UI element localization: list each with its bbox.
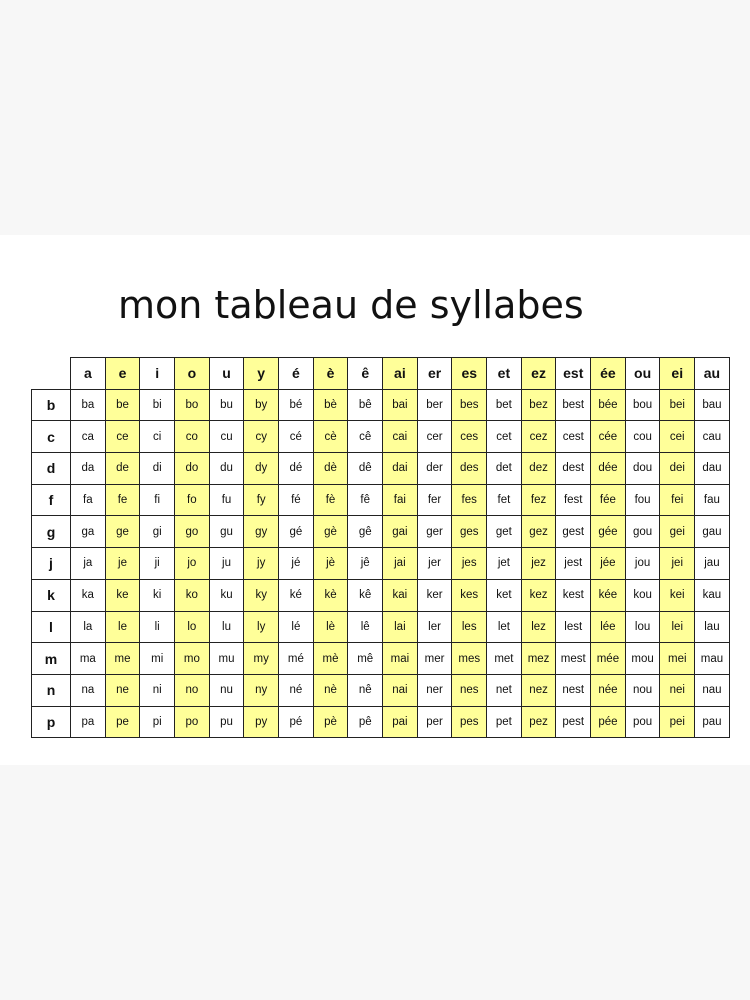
syllable-cell: kou: [625, 579, 660, 611]
syllable-cell: mer: [417, 643, 452, 675]
vowel-header: au: [695, 358, 730, 390]
syllable-cell: da: [71, 453, 106, 485]
syllable-cell: ler: [417, 611, 452, 643]
syllable-cell: der: [417, 453, 452, 485]
syllable-cell: fest: [556, 484, 591, 516]
syllable-cell: lei: [660, 611, 695, 643]
syllable-cell: cy: [244, 421, 279, 453]
syllable-cell: ner: [417, 674, 452, 706]
syllable-cell: pai: [383, 706, 418, 738]
syllable-cell: du: [209, 453, 244, 485]
syllable-cell: ki: [140, 579, 175, 611]
syllable-cell: get: [487, 516, 522, 548]
syllable-cell: py: [244, 706, 279, 738]
syllable-cell: jé: [279, 548, 314, 580]
syllable-cell: née: [591, 674, 626, 706]
vowel-header: e: [105, 358, 140, 390]
syllable-cell: gau: [695, 516, 730, 548]
syllable-cell: pau: [695, 706, 730, 738]
vowel-header: ez: [521, 358, 556, 390]
page-title: mon tableau de syllabes: [118, 283, 584, 327]
syllable-cell: jei: [660, 548, 695, 580]
syllable-cell: bée: [591, 389, 626, 421]
table-row: [32, 674, 730, 706]
syllable-cell: pou: [625, 706, 660, 738]
syllable-cell: gou: [625, 516, 660, 548]
syllable-cell: be: [105, 389, 140, 421]
syllable-cell: pa: [71, 706, 106, 738]
corner-cell: [32, 358, 71, 390]
syllable-cell: ji: [140, 548, 175, 580]
syllable-cell: ly: [244, 611, 279, 643]
syllable-cell: cé: [279, 421, 314, 453]
syllable-cell: fe: [105, 484, 140, 516]
consonant-label: m: [32, 643, 71, 675]
syllable-cell: né: [279, 674, 314, 706]
syllable-cell: fi: [140, 484, 175, 516]
syllable-cell: bê: [348, 389, 383, 421]
syllable-cell: de: [105, 453, 140, 485]
syllable-cell: mê: [348, 643, 383, 675]
syllable-cell: fei: [660, 484, 695, 516]
vowel-header: et: [487, 358, 522, 390]
syllable-cell: bes: [452, 389, 487, 421]
syllable-cell: kai: [383, 579, 418, 611]
syllable-cell: cez: [521, 421, 556, 453]
table-row: [32, 706, 730, 738]
syllable-cell: mei: [660, 643, 695, 675]
syllable-cell: bau: [695, 389, 730, 421]
syllable-cell: mi: [140, 643, 175, 675]
syllable-cell: co: [175, 421, 210, 453]
syllable-cell: lée: [591, 611, 626, 643]
syllable-cell: bei: [660, 389, 695, 421]
syllable-cell: pest: [556, 706, 591, 738]
syllable-cell: nê: [348, 674, 383, 706]
syllable-cell: gy: [244, 516, 279, 548]
syllable-cell: gê: [348, 516, 383, 548]
consonant-label: p: [32, 706, 71, 738]
syllable-cell: bou: [625, 389, 660, 421]
syllable-cell: jes: [452, 548, 487, 580]
syllable-cell: jou: [625, 548, 660, 580]
syllable-cell: mè: [313, 643, 348, 675]
syllable-cell: jai: [383, 548, 418, 580]
consonant-label: n: [32, 674, 71, 706]
syllable-cell: pez: [521, 706, 556, 738]
syllable-cell: lai: [383, 611, 418, 643]
vowel-header: ai: [383, 358, 418, 390]
syllable-cell: bé: [279, 389, 314, 421]
syllable-cell: no: [175, 674, 210, 706]
syllable-cell: gest: [556, 516, 591, 548]
vowel-header-row: [32, 358, 730, 390]
syllable-cell: gai: [383, 516, 418, 548]
syllable-cell: ka: [71, 579, 106, 611]
syllable-cell: kê: [348, 579, 383, 611]
syllable-cell: ni: [140, 674, 175, 706]
table-row: [32, 548, 730, 580]
syllable-cell: gez: [521, 516, 556, 548]
syllable-cell: ces: [452, 421, 487, 453]
syllable-cell: kei: [660, 579, 695, 611]
syllable-cell: nè: [313, 674, 348, 706]
vowel-header: ou: [625, 358, 660, 390]
syllable-cell: jau: [695, 548, 730, 580]
syllable-cell: nei: [660, 674, 695, 706]
syllable-cell: le: [105, 611, 140, 643]
syllable-cell: bez: [521, 389, 556, 421]
table-row: [32, 484, 730, 516]
syllable-cell: mé: [279, 643, 314, 675]
syllable-cell: dei: [660, 453, 695, 485]
syllable-cell: cou: [625, 421, 660, 453]
syllable-cell: ci: [140, 421, 175, 453]
syllable-cell: fê: [348, 484, 383, 516]
syllable-cell: ky: [244, 579, 279, 611]
syllable-cell: bu: [209, 389, 244, 421]
syllable-cell: dai: [383, 453, 418, 485]
consonant-label: c: [32, 421, 71, 453]
syllable-cell: jy: [244, 548, 279, 580]
syllable-cell: pé: [279, 706, 314, 738]
syllable-cell: lo: [175, 611, 210, 643]
syllable-cell: nez: [521, 674, 556, 706]
table-row: [32, 643, 730, 675]
vowel-header: y: [244, 358, 279, 390]
syllable-cell: fai: [383, 484, 418, 516]
vowel-header: er: [417, 358, 452, 390]
syllable-cell: fée: [591, 484, 626, 516]
vowel-header: ée: [591, 358, 626, 390]
syllable-cell: cê: [348, 421, 383, 453]
vowel-header: est: [556, 358, 591, 390]
syllable-cell: pê: [348, 706, 383, 738]
syllable-cell: bai: [383, 389, 418, 421]
syllable-cell: kè: [313, 579, 348, 611]
syllable-cell: mo: [175, 643, 210, 675]
syllable-cell: cai: [383, 421, 418, 453]
syllable-cell: lez: [521, 611, 556, 643]
syllable-cell: ku: [209, 579, 244, 611]
syllable-cell: mée: [591, 643, 626, 675]
syllable-cell: jet: [487, 548, 522, 580]
syllable-cell: kez: [521, 579, 556, 611]
vowel-header: ei: [660, 358, 695, 390]
syllable-cell: dez: [521, 453, 556, 485]
syllable-cell: dy: [244, 453, 279, 485]
consonant-label: f: [32, 484, 71, 516]
syllable-cell: ke: [105, 579, 140, 611]
syllable-cell: lè: [313, 611, 348, 643]
syllable-cell: my: [244, 643, 279, 675]
syllable-cell: fa: [71, 484, 106, 516]
syllable-cell: ca: [71, 421, 106, 453]
syllable-cell: gé: [279, 516, 314, 548]
syllable-cell: ma: [71, 643, 106, 675]
syllable-cell: fes: [452, 484, 487, 516]
syllable-cell: fé: [279, 484, 314, 516]
syllable-cell: ko: [175, 579, 210, 611]
vowel-header: u: [209, 358, 244, 390]
syllable-cell: jer: [417, 548, 452, 580]
syllable-cell: ny: [244, 674, 279, 706]
syllable-cell: cei: [660, 421, 695, 453]
syllable-cell: dê: [348, 453, 383, 485]
consonant-label: j: [32, 548, 71, 580]
syllable-cell: lê: [348, 611, 383, 643]
syllable-cell: by: [244, 389, 279, 421]
syllable-cell: les: [452, 611, 487, 643]
syllable-cell: dè: [313, 453, 348, 485]
syllable-cell: jest: [556, 548, 591, 580]
syllable-cell: ket: [487, 579, 522, 611]
syllable-cell: cée: [591, 421, 626, 453]
syllable-cell: do: [175, 453, 210, 485]
syllable-cell: la: [71, 611, 106, 643]
syllable-cell: cet: [487, 421, 522, 453]
syllable-cell: pu: [209, 706, 244, 738]
syllable-cell: fè: [313, 484, 348, 516]
syllable-cell: bo: [175, 389, 210, 421]
syllable-cell: ce: [105, 421, 140, 453]
syllable-cell: fo: [175, 484, 210, 516]
table-row: [32, 579, 730, 611]
table-row: [32, 453, 730, 485]
syllable-cell: nou: [625, 674, 660, 706]
syllable-cell: pet: [487, 706, 522, 738]
syllable-cell: go: [175, 516, 210, 548]
syllable-cell: lest: [556, 611, 591, 643]
syllable-cell: cau: [695, 421, 730, 453]
table-row: [32, 611, 730, 643]
syllable-cell: kau: [695, 579, 730, 611]
syllable-cell: ga: [71, 516, 106, 548]
syllable-cell: net: [487, 674, 522, 706]
consonant-label: k: [32, 579, 71, 611]
syllable-cell: pè: [313, 706, 348, 738]
syllable-cell: bi: [140, 389, 175, 421]
syllable-cell: gée: [591, 516, 626, 548]
vowel-header: ê: [348, 358, 383, 390]
syllable-cell: mu: [209, 643, 244, 675]
syllable-cell: gi: [140, 516, 175, 548]
syllable-cell: best: [556, 389, 591, 421]
syllable-cell: nai: [383, 674, 418, 706]
syllable-cell: ges: [452, 516, 487, 548]
syllable-rows: [32, 389, 730, 738]
syllable-cell: bet: [487, 389, 522, 421]
syllable-cell: me: [105, 643, 140, 675]
poster-sheet: [0, 235, 750, 765]
syllable-cell: mest: [556, 643, 591, 675]
syllable-cell: lau: [695, 611, 730, 643]
syllable-cell: mai: [383, 643, 418, 675]
syllable-cell: fet: [487, 484, 522, 516]
syllable-cell: kée: [591, 579, 626, 611]
consonant-label: l: [32, 611, 71, 643]
syllable-cell: jê: [348, 548, 383, 580]
syllable-cell: pes: [452, 706, 487, 738]
syllable-cell: jée: [591, 548, 626, 580]
syllable-cell: gei: [660, 516, 695, 548]
syllable-cell: dée: [591, 453, 626, 485]
syllable-cell: fou: [625, 484, 660, 516]
syllable-cell: po: [175, 706, 210, 738]
table-row: [32, 389, 730, 421]
syllable-cell: nest: [556, 674, 591, 706]
syllable-cell: jo: [175, 548, 210, 580]
syllable-cell: cer: [417, 421, 452, 453]
syllable-cell: lou: [625, 611, 660, 643]
vowel-header: o: [175, 358, 210, 390]
syllable-cell: di: [140, 453, 175, 485]
syllable-cell: dest: [556, 453, 591, 485]
syllable-cell: ber: [417, 389, 452, 421]
syllable-cell: ba: [71, 389, 106, 421]
syllable-cell: dou: [625, 453, 660, 485]
syllable-cell: mou: [625, 643, 660, 675]
syllable-cell: lé: [279, 611, 314, 643]
syllable-cell: ju: [209, 548, 244, 580]
vowel-header: es: [452, 358, 487, 390]
syllable-cell: mes: [452, 643, 487, 675]
syllable-cell: ké: [279, 579, 314, 611]
syllable-cell: gè: [313, 516, 348, 548]
syllable-cell: det: [487, 453, 522, 485]
consonant-label: b: [32, 389, 71, 421]
syllable-table: [31, 357, 730, 738]
syllable-cell: lu: [209, 611, 244, 643]
syllable-cell: cu: [209, 421, 244, 453]
syllable-cell: pe: [105, 706, 140, 738]
syllable-cell: pei: [660, 706, 695, 738]
vowel-header: i: [140, 358, 175, 390]
syllable-cell: jez: [521, 548, 556, 580]
syllable-cell: pi: [140, 706, 175, 738]
syllable-cell: let: [487, 611, 522, 643]
syllable-cell: cest: [556, 421, 591, 453]
syllable-cell: pée: [591, 706, 626, 738]
syllable-cell: ne: [105, 674, 140, 706]
consonant-label: g: [32, 516, 71, 548]
syllable-cell: mau: [695, 643, 730, 675]
syllable-cell: kest: [556, 579, 591, 611]
syllable-cell: na: [71, 674, 106, 706]
syllable-cell: cè: [313, 421, 348, 453]
syllable-cell: fu: [209, 484, 244, 516]
syllable-cell: jè: [313, 548, 348, 580]
syllable-cell: dau: [695, 453, 730, 485]
syllable-cell: ker: [417, 579, 452, 611]
syllable-cell: nu: [209, 674, 244, 706]
syllable-cell: fau: [695, 484, 730, 516]
syllable-cell: ger: [417, 516, 452, 548]
syllable-cell: kes: [452, 579, 487, 611]
consonant-label: d: [32, 453, 71, 485]
vowel-header: è: [313, 358, 348, 390]
vowel-header: é: [279, 358, 314, 390]
vowel-header: a: [71, 358, 106, 390]
syllable-cell: ge: [105, 516, 140, 548]
syllable-cell: des: [452, 453, 487, 485]
syllable-cell: bè: [313, 389, 348, 421]
syllable-cell: ja: [71, 548, 106, 580]
syllable-cell: fy: [244, 484, 279, 516]
syllable-cell: nes: [452, 674, 487, 706]
syllable-cell: fez: [521, 484, 556, 516]
syllable-cell: nau: [695, 674, 730, 706]
syllable-cell: dé: [279, 453, 314, 485]
table-row: [32, 516, 730, 548]
syllable-cell: li: [140, 611, 175, 643]
syllable-cell: je: [105, 548, 140, 580]
syllable-cell: gu: [209, 516, 244, 548]
table-row: [32, 421, 730, 453]
syllable-cell: mez: [521, 643, 556, 675]
syllable-cell: per: [417, 706, 452, 738]
syllable-cell: fer: [417, 484, 452, 516]
syllable-cell: met: [487, 643, 522, 675]
